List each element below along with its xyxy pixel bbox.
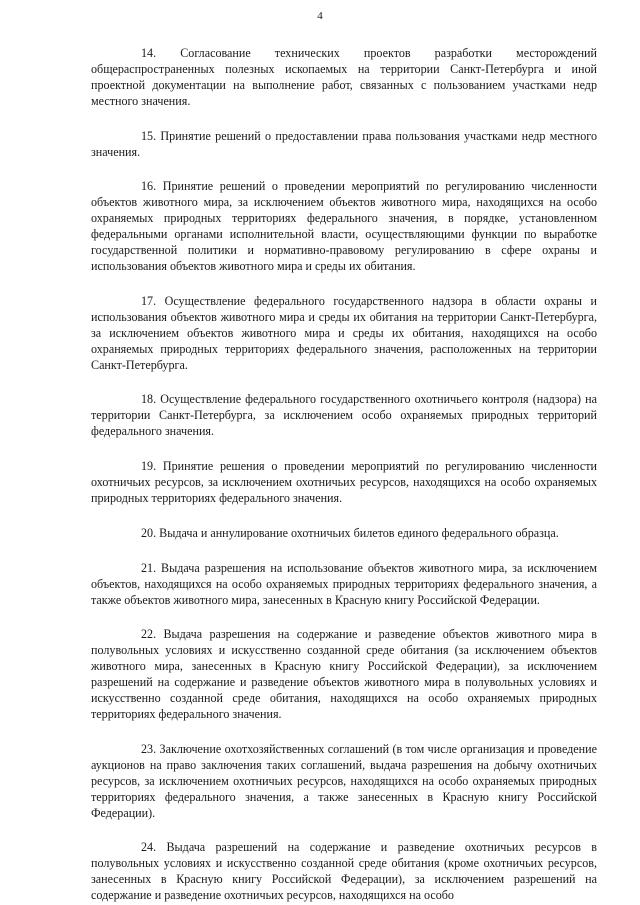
list-item-22: 22. Выдача разрешения на содержание и разведение объектов животного мира в полувольных условиях и искусственно созданной среде обитания (за исключением объектов животного мира, занесенных в Красную книгу Российской Федерации), за исключением разрешений на содержание и разведение объектов животного мира в полувольных условиях и искусственно созданной среде обитания, находящихся на особо охраняемых природных территориях федерального значения. xyxy=(91,627,597,721)
list-item-16: 16. Принятие решений о проведении мероприятий по регулированию численности объектов животного мира, за исключением объектов животного мира, находящихся на особо охраняемых природных территориях федерального значения, в порядке, установленном федеральными органами исполнительной власти, осуществляющими функции по выработке государственной политики и нормативно-правовому регулированию в сфере охраны и использования объектов животного мира и среды их обитания. xyxy=(91,179,597,273)
page-number: 4 xyxy=(317,10,323,22)
list-item-15: 15. Принятие решений о предоставлении права пользования участками недр местного значения. xyxy=(91,128,597,159)
document-body xyxy=(91,46,597,904)
list-item-21: 21. Выдача разрешения на использование объектов животного мира, за исключением объектов, находящихся на особо охраняемых природных территориях федерального значения, а также объектов животного мира, занесенных в Красную книгу Российской Федерации. xyxy=(91,560,597,607)
list-item-23: 23. Заключение охотхозяйственных соглашений (в том числе организация и проведение аукционов на право заключения таких соглашений, выдача разрешения на добычу охотничьих ресурсов, за исключением охотничьих ресурсов, находящихся на особо охраняемых природных территориях федерального значения, а также занесенных в Красную книгу Российской Федерации). xyxy=(91,741,597,820)
list-item-24: 24. Выдача разрешений на содержание и разведение охотничьих ресурсов в полувольных условиях и искусственно созданной среде обитания (кроме охотничьих ресурсов, занесенных в Красную книгу Российской Федерации), за исключением разрешений на содержание и разведение охотничьих ресурсов, находящихся на особо xyxy=(91,840,597,903)
list-item-19: 19. Принятие решения о проведении мероприятий по регулированию численности охотничьих ресурсов, за исключением охотничьих ресурсов, находящихся на особо охраняемых природных территориях федерального значения. xyxy=(91,459,597,505)
list-item-17: 17. Осуществление федерального государственного надзора в области охраны и использования объектов животного мира и среды их обитания на территории Санкт-Петербурга, за исключением объектов животного мира и среды их обитания, находящихся на особо охраняемых природных территориях федерального значения, расположенных на территории Санкт-Петербурга. xyxy=(91,293,597,372)
list-item-14: 14. Согласование технических проектов разработки месторождений общераспространенных полезных ископаемых на территории Санкт-Петербурга и иной проектной документации на выполнение работ, связанных с пользованием участками недр местного значения. xyxy=(91,46,597,108)
list-item-20: 20. Выдача и аннулирование охотничьих билетов единого федерального образца. xyxy=(141,525,559,540)
list-item-18: 18. Осуществление федерального государственного охотничьего контроля (надзора) на территории Санкт-Петербурга, за исключением особо охраняемых природных территорий федерального значения. xyxy=(91,392,597,439)
